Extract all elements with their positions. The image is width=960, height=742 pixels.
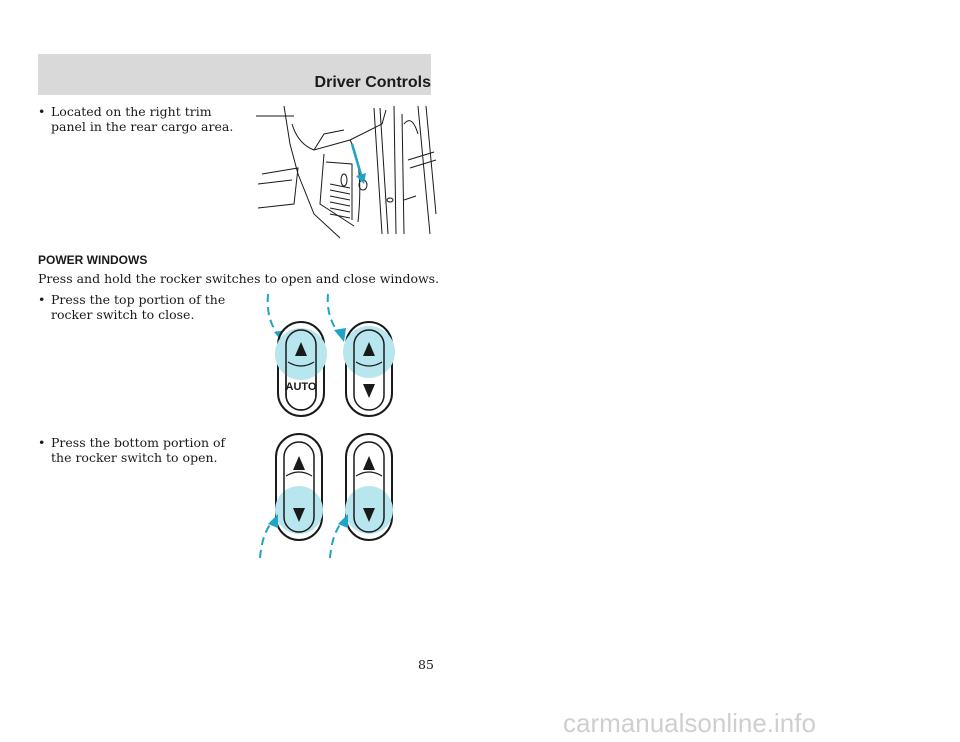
open-step-text: Press the bottom portion of the rocker switch to open. xyxy=(51,435,226,465)
rocker-switch-left xyxy=(275,434,323,540)
rocker-switch-close-illustration xyxy=(258,290,408,420)
rocker-switch-right xyxy=(345,434,393,540)
driver-rocker-switch xyxy=(275,322,327,416)
page-number: 85 xyxy=(418,657,434,672)
page-title: Driver Controls xyxy=(314,74,431,91)
section-heading: POWER WINDOWS xyxy=(38,253,148,267)
location-text: Located on the right trim panel in the rear cargo area. xyxy=(51,104,234,134)
bullet-dot: • xyxy=(38,104,46,119)
rocker-switch-open-illustration xyxy=(254,430,404,562)
power-windows-intro: Press and hold the rocker switches to open and close windows. xyxy=(38,271,440,286)
close-bullet xyxy=(38,292,248,322)
close-step-text: Press the top portion of the rocker switch to close. xyxy=(51,292,226,322)
location-bullet xyxy=(38,104,248,134)
open-bullet xyxy=(38,435,248,465)
bullet-dot: • xyxy=(38,292,46,307)
cargo-panel-illustration xyxy=(254,104,440,244)
auto-label: AUTO xyxy=(285,381,317,393)
watermark: carmanualsonline.info xyxy=(563,708,816,738)
header-band xyxy=(38,54,431,95)
bullet-dot: • xyxy=(38,435,46,450)
passenger-rocker-switch xyxy=(343,322,395,416)
